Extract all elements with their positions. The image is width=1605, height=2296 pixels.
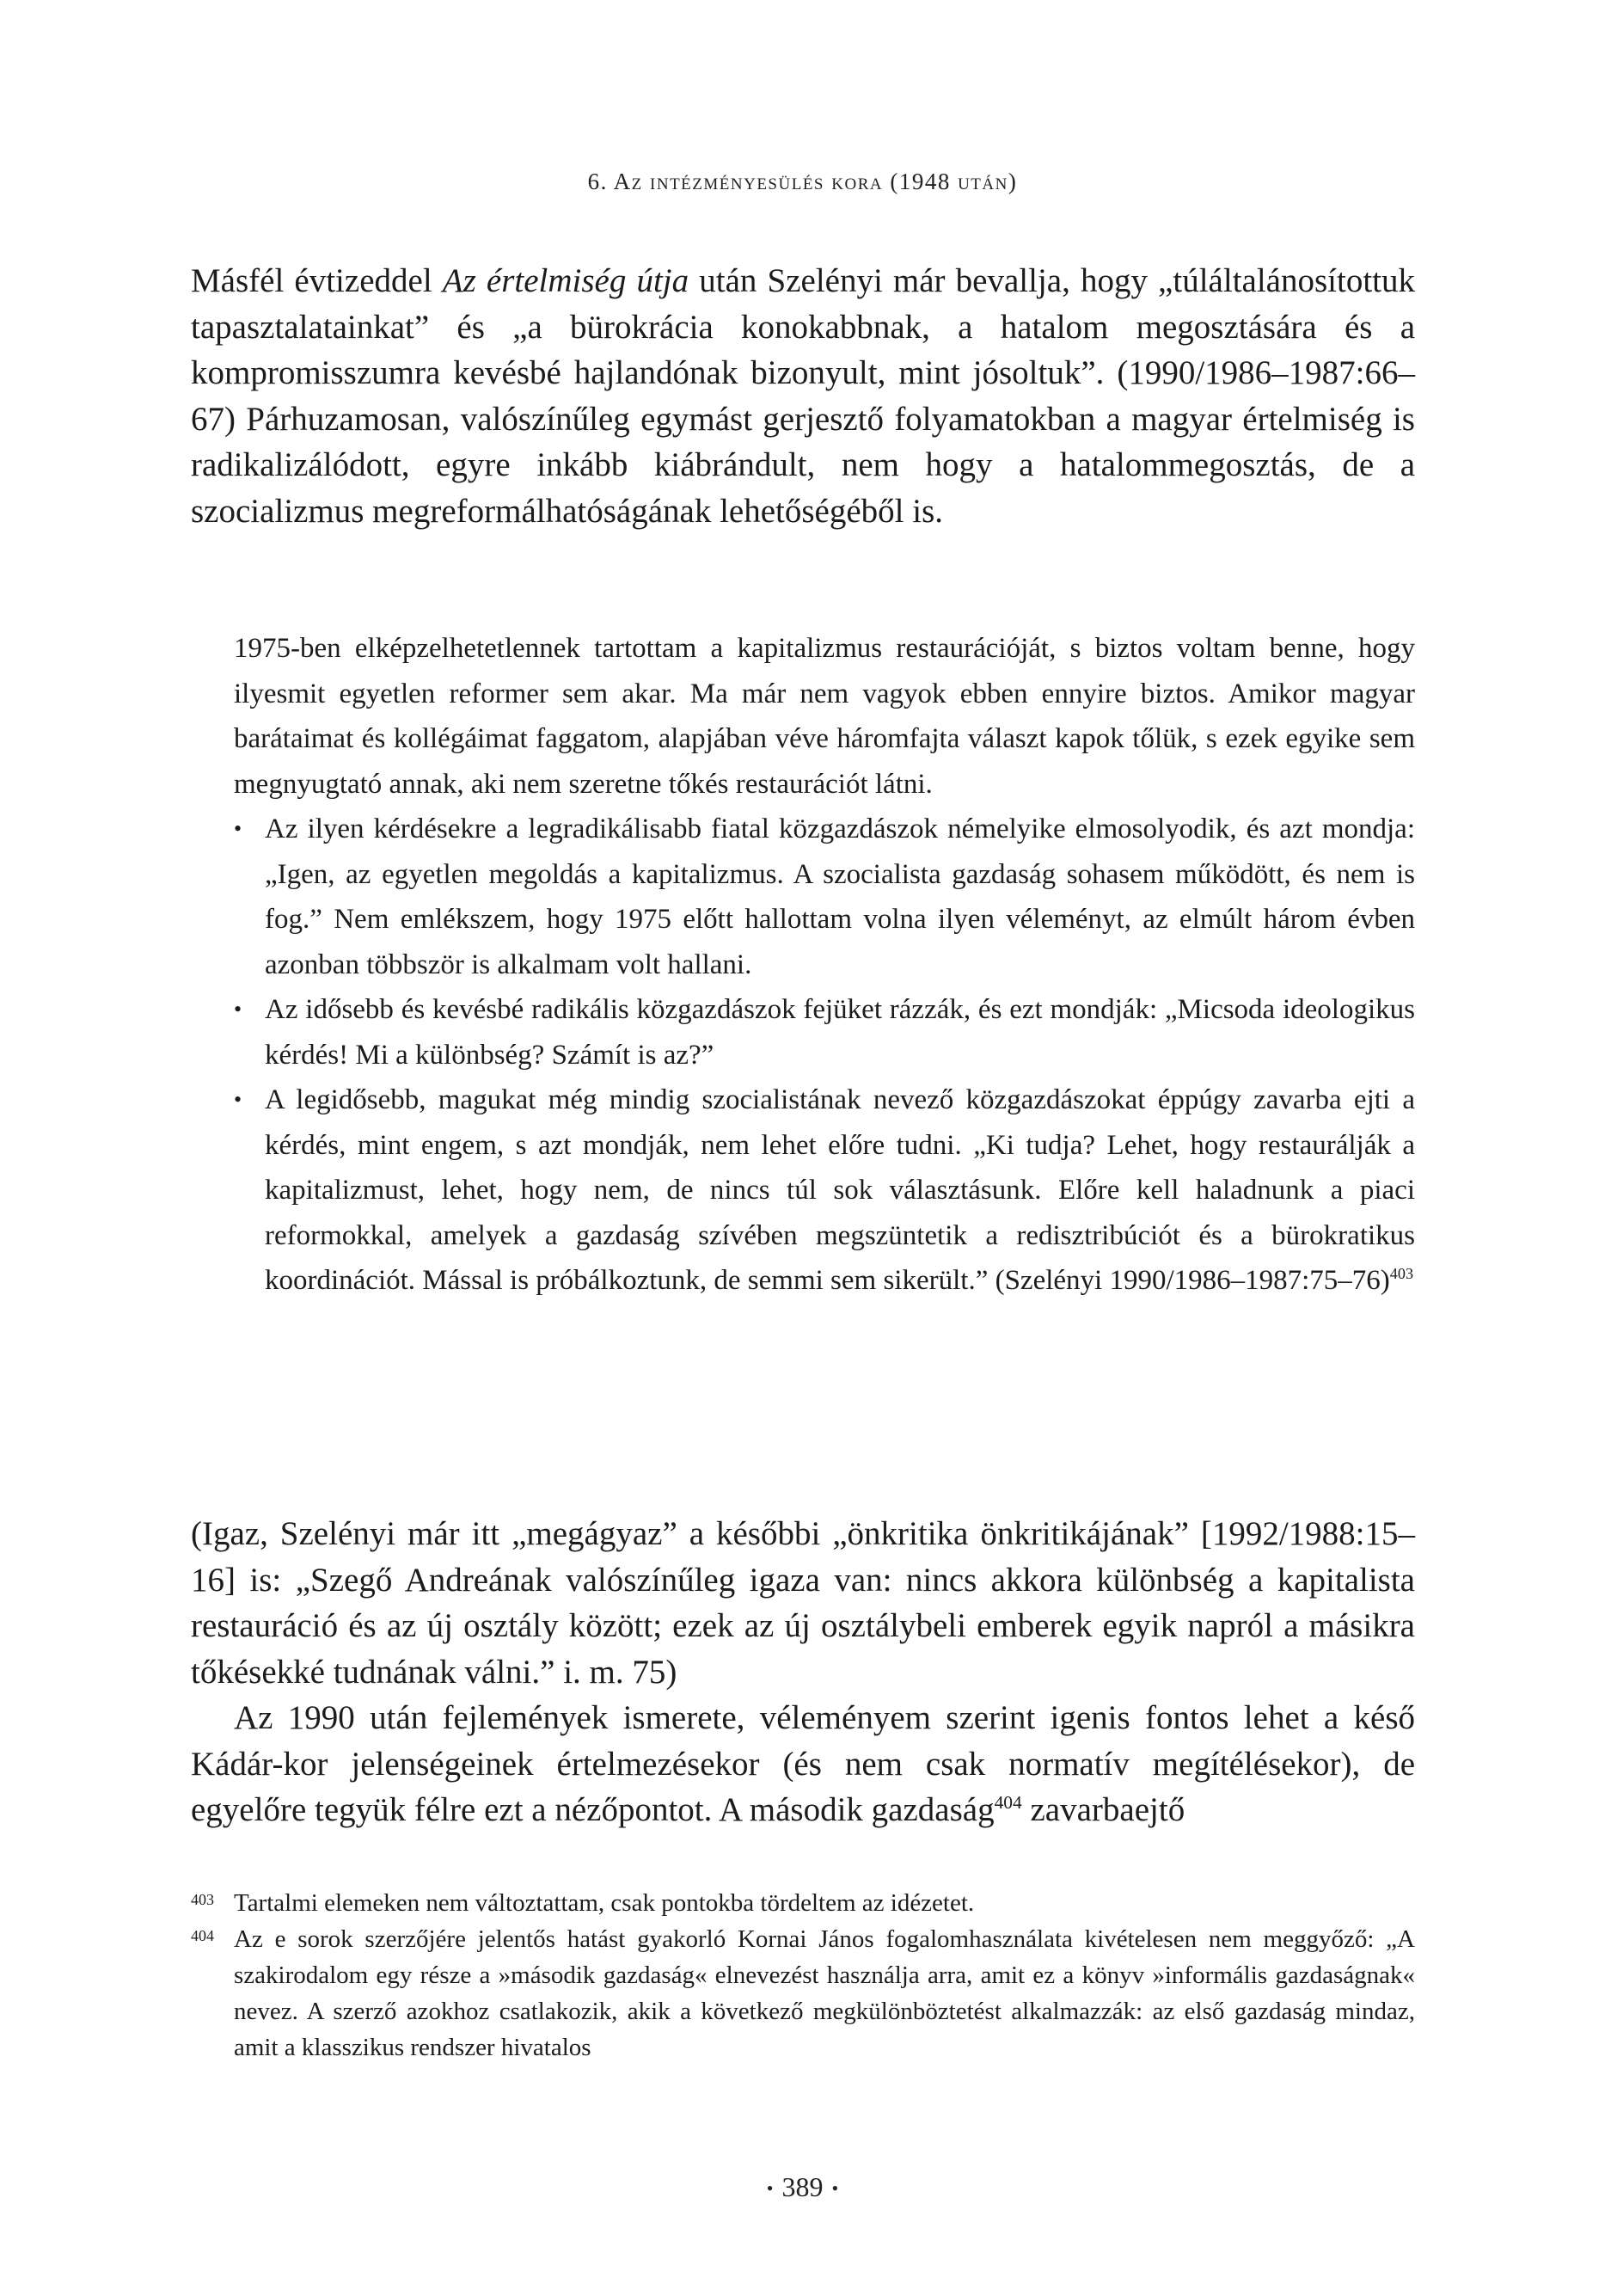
footnote-text: Tartalmi elemeken nem változtattam, csak pontokba tördeltem az idézetet. (234, 1889, 975, 1917)
paragraph-1-text-end: után Szelényi már bevallja, hogy „túláltalánosítottuk tapasztalatainkat” és „a bürokrácia konokabbnak, a hatalom megosztására és a kompromisszumra kevésbé hajlandónak bizonyult, mint jósoltuk”. (1990/1986–1987:66–67) Párhuzamosan, valószínűleg egymást gerjesztő folyamatokban a magyar értelmiség is radikalizálódott, egyre inkább kiábrándult, nem hogy a hatalommegosztás, de a szocializmus megreformálhatóságának lehetőségéből is. (191, 262, 1415, 530)
footnote-number: 404 (191, 1927, 214, 1944)
bullet-icon: • (234, 816, 242, 841)
quote-bullet-text: Az idősebb és kevésbé radikális közgazdászok fejüket rázzák, és ezt mondják: „Micsoda ideologikus kérdés! Mi a különbség? Számít is az?” (265, 994, 1415, 1071)
paragraph-3-text-start: Az 1990 után fejlemények ismerete, véleményem szerint igenis fontos lehet a késő Kádár-kor jelenségeinek értelmezésekor (és nem csak normatív megítélésekor), de egyelőre tegyük félre ezt a nézőpontot. A második gazdaság (191, 1699, 1415, 1828)
paragraph-1-text-start: Másfél évtizeddel (191, 262, 443, 299)
book-title: Az értelmiség útja (442, 262, 689, 299)
footnote-403 (191, 1885, 1415, 1921)
paragraph-3-text-end: zavarbaejtő (1021, 1791, 1185, 1828)
page-number: 389 (781, 2171, 824, 2202)
footnotes (191, 1885, 1415, 2066)
footnote-404 (191, 1921, 1415, 2066)
footnote-ref-403[interactable]: 403 (1389, 1265, 1414, 1282)
quote-bullet-text: Az ilyen kérdésekre a legradikálisabb fiatal közgazdászok némelyike elmosolyodik, és azt mondja: „Igen, az egyetlen megoldás a kapitalizmus. A szocialista gazdaság sohasem működött, és nem is fog.” Nem emlékszem, hogy 1975 előtt hallottam volna ilyen véleményt, az elmúlt három évben azonban többször is alkalmam volt hallani. (265, 813, 1415, 980)
quote-bullet-item (234, 1077, 1415, 1304)
paragraph-2: (Igaz, Szelényi már itt „megágyaz” a későbbi „önkritika önkritikájának” [1992/1988:15–16] is: „Szegő Andreának valószínűleg igaza van: nincs akkora különbség a kapitalista restauráció és az új osztály között; ezek az új osztálybeli emberek egyik napról a másikra tőkésekké tudnának válni.” i. m. 75) (191, 1515, 1415, 1691)
paragraph-2-block (191, 1511, 1415, 1833)
bullet-icon: • (234, 1087, 242, 1112)
quote-bullet-text: A legidősebb, magukat még mindig szocialistának nevező közgazdászokat éppúgy zavarba ejti a kérdés, mint engem, s azt mondják, nem lehet előre tudni. „Ki tudja? Lehet, hogy restaurálják a kapitalizmust, lehet, hogy nem, de nincs túl sok választásunk. Előre kell haladnunk a piaci reformokkal, amelyek a gazdaság szívében megszüntetik a redisztribúciót és a bürokratikus koordinációt. Mással is próbálkoztunk, de semmi sem sikerült.” (Szelényi 1990/1986–1987:75–76) (265, 1084, 1415, 1296)
bullet-icon: • (234, 997, 242, 1022)
quote-bullet-item (234, 807, 1415, 987)
paragraph-3 (191, 1695, 1415, 1833)
footnote-number: 403 (191, 1891, 214, 1908)
quote-bullet-item (234, 987, 1415, 1077)
footnote-ref-404[interactable]: 404 (994, 1792, 1022, 1813)
page-number-block (0, 2171, 1605, 2203)
block-quote (234, 626, 1415, 1304)
quote-bullet-list (234, 807, 1415, 1304)
ornament-dot-icon: • (766, 2177, 774, 2199)
quote-intro: 1975-ben elképzelhetetlennek tartottam a kapitalizmus restaurációját, s biztos voltam benne, hogy ilyesmit egyetlen reformer sem akar. Ma már nem vagyok ebben ennyire biztos. Amikor magyar barátaimat és kollégáimat faggatom, alapjában véve háromfajta választ kapok tőlük, s ezek egyike sem megnyugtató annak, aki nem szeretne tőkés restaurációt látni. (234, 633, 1415, 800)
running-head: 6. Az intézményesülés kora (1948 után) (587, 169, 1018, 194)
footnote-text: Az e sorok szerzőjére jelentős hatást gyakorló Kornai János fogalomhasználata kivételesen nem meggyőző: „A szakirodalom egy része a »második gazdaság« elnevezést használja arra, amit ez a könyv »informális gazdaságnak« nevez. A szerző azokhoz csatlakozik, akik a következő megkülönböztetést alkalmazzák: az első gazdaság mindaz, amit a klasszikus rendszer hivatalos (234, 1925, 1415, 2061)
paragraph-1 (191, 258, 1415, 534)
ornament-dot-icon: • (831, 2177, 839, 2199)
